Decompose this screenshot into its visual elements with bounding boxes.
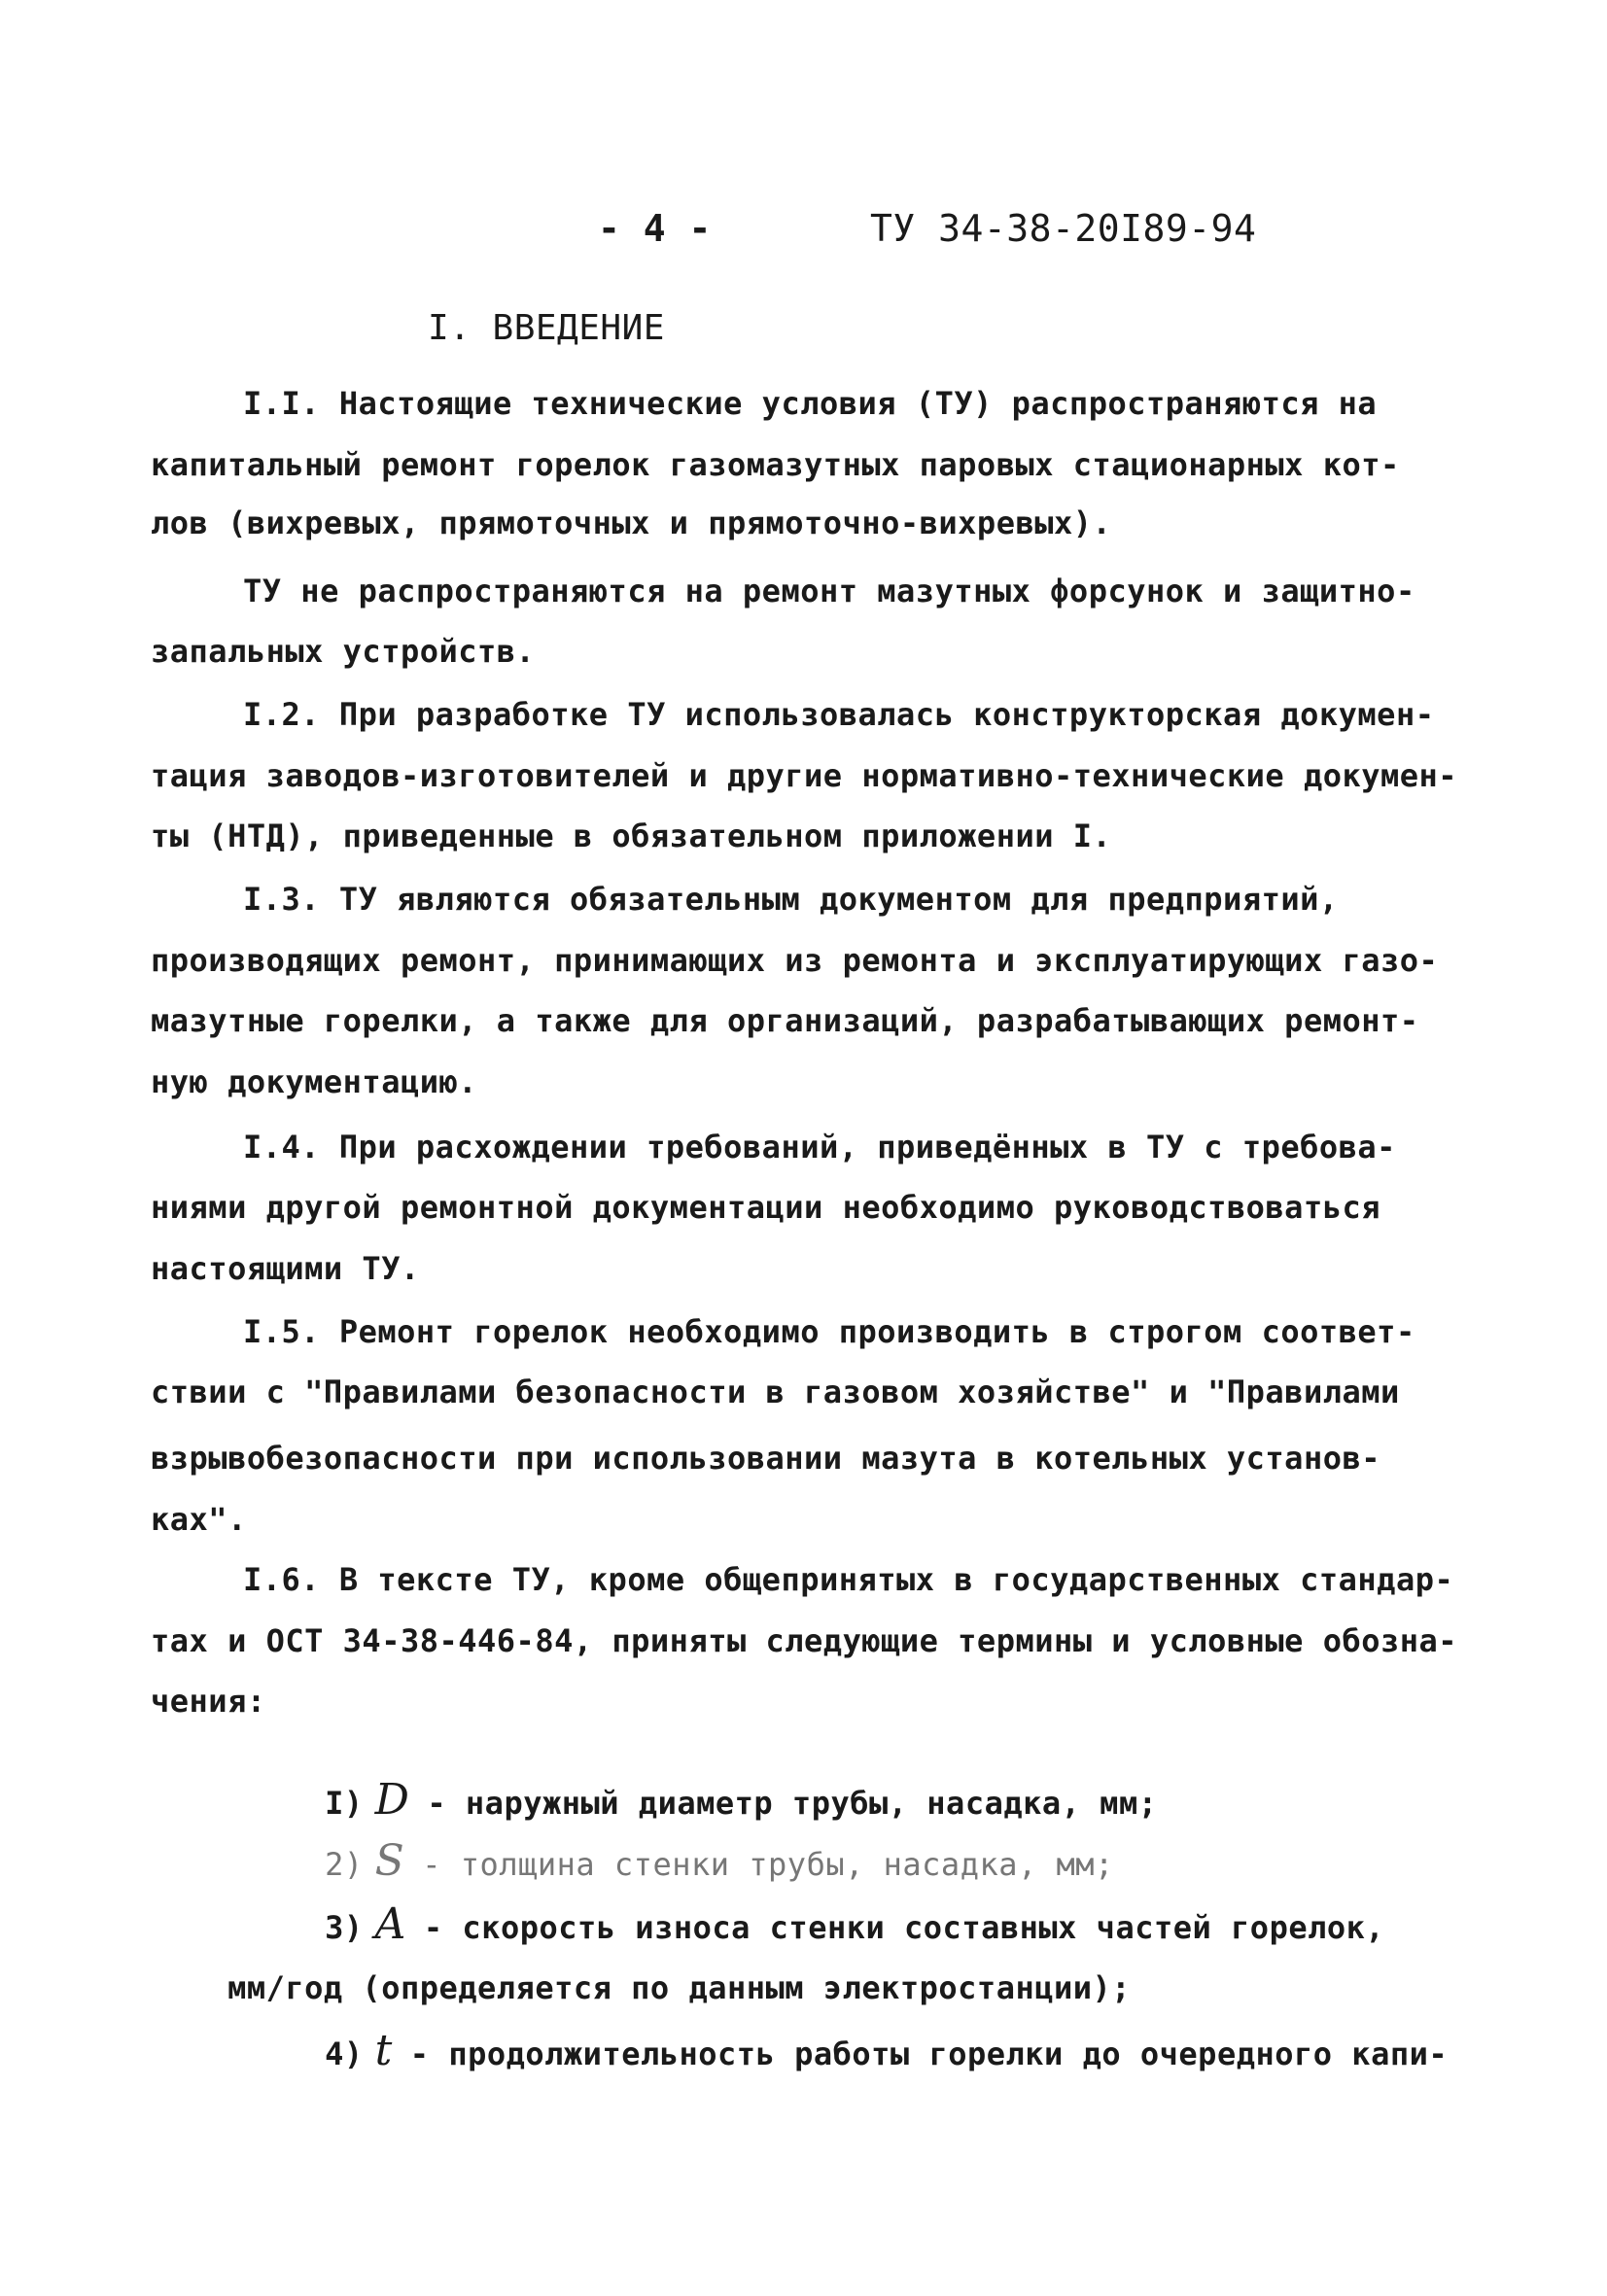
paragraph-line: ТУ не распространяются на ремонт мазутных форсунок и защитно- xyxy=(243,573,1415,609)
term-symbol: D xyxy=(374,1775,410,1825)
paragraph-line: тах и ОСТ 34-38-446-84, приняты следующие термины и условные обозна- xyxy=(151,1622,1458,1659)
paragraph-line: взрывобезопасности при использовании мазута в котельных установ- xyxy=(151,1440,1380,1477)
paragraph-line: лов (вихревых, прямоточных и прямоточно-вихревых). xyxy=(151,504,1112,541)
paragraph-line: I.4. При расхождении требований, приведённых в ТУ с требова- xyxy=(243,1129,1396,1165)
paragraph-line: I.6. В тексте ТУ, кроме общепринятых в государственных стандар- xyxy=(243,1561,1454,1598)
paragraph-line: ную документацию. xyxy=(151,1063,478,1100)
term-item xyxy=(248,1993,1448,2112)
term-number: 3) xyxy=(325,1909,364,1946)
paragraph-line: настоящими ТУ. xyxy=(151,1250,420,1287)
term-text: - наружный диаметр трубы, насадка, мм; xyxy=(427,1785,1158,1822)
term-text: мм/год (определяется по данным электростанции); xyxy=(227,1969,1132,2006)
paragraph-line: чения: xyxy=(151,1683,266,1720)
paragraph-line: ствии с "Правилами безопасности в газовом хозяйстве" и "Правилами xyxy=(151,1374,1400,1410)
term-number: 2) xyxy=(325,1846,364,1883)
paragraph-line: запальных устройств. xyxy=(151,633,536,670)
paragraph-line: ниями другой ремонтной документации необходимо руководствоваться xyxy=(151,1189,1380,1226)
paragraph-line: I.3. ТУ являются обязательным документом для предприятий, xyxy=(243,881,1339,918)
paragraph-line: тация заводов-изготовителей и другие нормативно-технические докумен- xyxy=(151,757,1458,794)
term-symbol: t xyxy=(374,2026,393,2075)
paragraph-line: капитальный ремонт горелок газомазутных паровых стационарных кот- xyxy=(151,446,1400,483)
term-number: I) xyxy=(325,1785,364,1822)
document-code: ТУ 34-38-20I89-94 xyxy=(870,207,1257,250)
term-text: - скорость износа стенки составных частей горелок, xyxy=(423,1909,1385,1946)
paragraph-line: ках". xyxy=(151,1501,247,1538)
term-number: 4) xyxy=(325,2035,364,2072)
page-number: - 4 - xyxy=(598,207,712,250)
paragraph-line: ты (НТД), приведенные в обязательном приложении I. xyxy=(151,818,1112,854)
paragraph-line: производящих ремонт, принимающих из ремонта и эксплуатирующих газо- xyxy=(151,942,1439,979)
term-text: - толщина стенки трубы, насадка, мм; xyxy=(422,1846,1114,1883)
term-text: - продолжительность работы горелки до очередного капи- xyxy=(409,2035,1449,2072)
paragraph-line: I.I. Настоящие технические условия (ТУ) распространяются на xyxy=(243,385,1378,422)
term-symbol: S xyxy=(374,1836,405,1886)
section-title: I. ВВЕДЕНИЕ xyxy=(428,308,665,348)
paragraph-line: мазутные горелки, а также для организаций, разрабатывающих ремонт- xyxy=(151,1002,1419,1039)
paragraph-line: I.5. Ремонт горелок необходимо производить в строгом соответ- xyxy=(243,1313,1415,1350)
term-symbol: A xyxy=(374,1899,406,1949)
paragraph-line: I.2. При разработке ТУ использовалась конструкторская докумен- xyxy=(243,696,1435,733)
